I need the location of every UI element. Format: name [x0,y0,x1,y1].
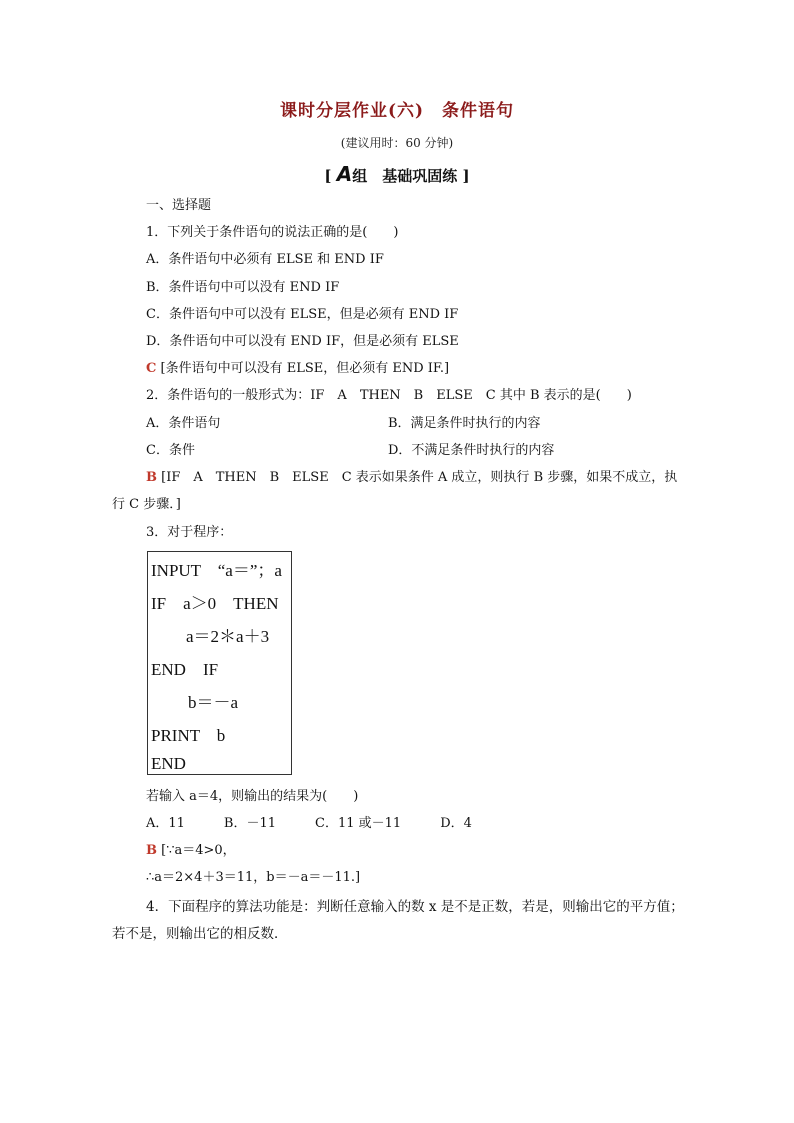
q2-explanation-cont: 行 C 步骤．] [112,497,181,512]
q3-explanation: [∵a＝4>0， [161,843,236,858]
q2-stem: 2．条件语句的一般形式为：IF A THEN B ELSE C 其中 B 表示的是( ) [146,388,632,403]
title-left: 课时分层作业(六) [279,101,425,121]
group-heading: [ A组 基础巩固练 ] [324,162,470,186]
q4-stem-cont: 若不是，则输出它的相反数． [112,926,288,942]
code-line: PRINT b [151,726,226,745]
code-line: a＝2＊a＋3 [186,627,270,646]
q1-option-c: C．条件语句中可以没有 ELSE，但是必须有 END IF [146,307,459,322]
q4-stem: 4．下面程序的算法功能是：判断任意输入的数 x 是不是正数，若是，则输出它的平方值； [146,899,684,915]
q1-option-d: D．条件语句中可以没有 END IF，但是必须有 ELSE [146,334,459,349]
q1-explanation: [条件语句中可以没有 ELSE，但必须有 END IF.] [160,361,450,376]
code-line: INPUT “a＝”；a [151,561,282,580]
group-label: 组 基础巩固练 [352,167,458,185]
q2-answer: B [146,470,157,485]
code-line: END IF [151,660,219,679]
q1-answer-line [146,360,449,378]
group-letter: A [336,162,353,186]
q3-options: A．11 B．－11 C．11 或－11 D．4 [146,816,472,831]
q1-answer: C [146,361,157,376]
q2-option-c: C．条件 [146,443,195,458]
q3-stem: 3．对于程序： [146,525,233,540]
q3-question: 若输入 a＝4，则输出的结果为( ) [146,789,359,804]
q2-option-a: A．条件语句 [146,416,221,431]
q1-option-b: B．条件语句中可以没有 END IF [146,280,340,295]
q2-answer-line [146,469,677,487]
q2-explanation: [IF A THEN B ELSE C 表示如果条件 A 成立，则执行 B 步骤，如果不成立，执 [161,470,678,485]
page-title [0,96,794,121]
q2-option-b: B．满足条件时执行的内容 [388,416,541,431]
q2-option-d: D．不满足条件时执行的内容 [388,443,555,458]
program-code-box [147,551,292,775]
section-heading: 一、选择题 [146,198,212,213]
q3-answer-line [146,842,236,860]
code-line: END [151,754,186,773]
code-line: b＝－a [188,693,239,712]
q3-explanation-cont: ∴a＝2×4＋3＝11，b＝－a＝－11.] [146,870,361,885]
code-line: IF a＞0 THEN [151,594,279,613]
suggested-time: (建议用时：60 分钟) [340,136,454,150]
q1-option-a: A．条件语句中必须有 ELSE 和 END IF [146,252,384,267]
q3-answer: B [146,843,157,858]
q1-stem: 1．下列关于条件语句的说法正确的是( ) [146,225,399,240]
title-right: 条件语句 [442,101,515,121]
